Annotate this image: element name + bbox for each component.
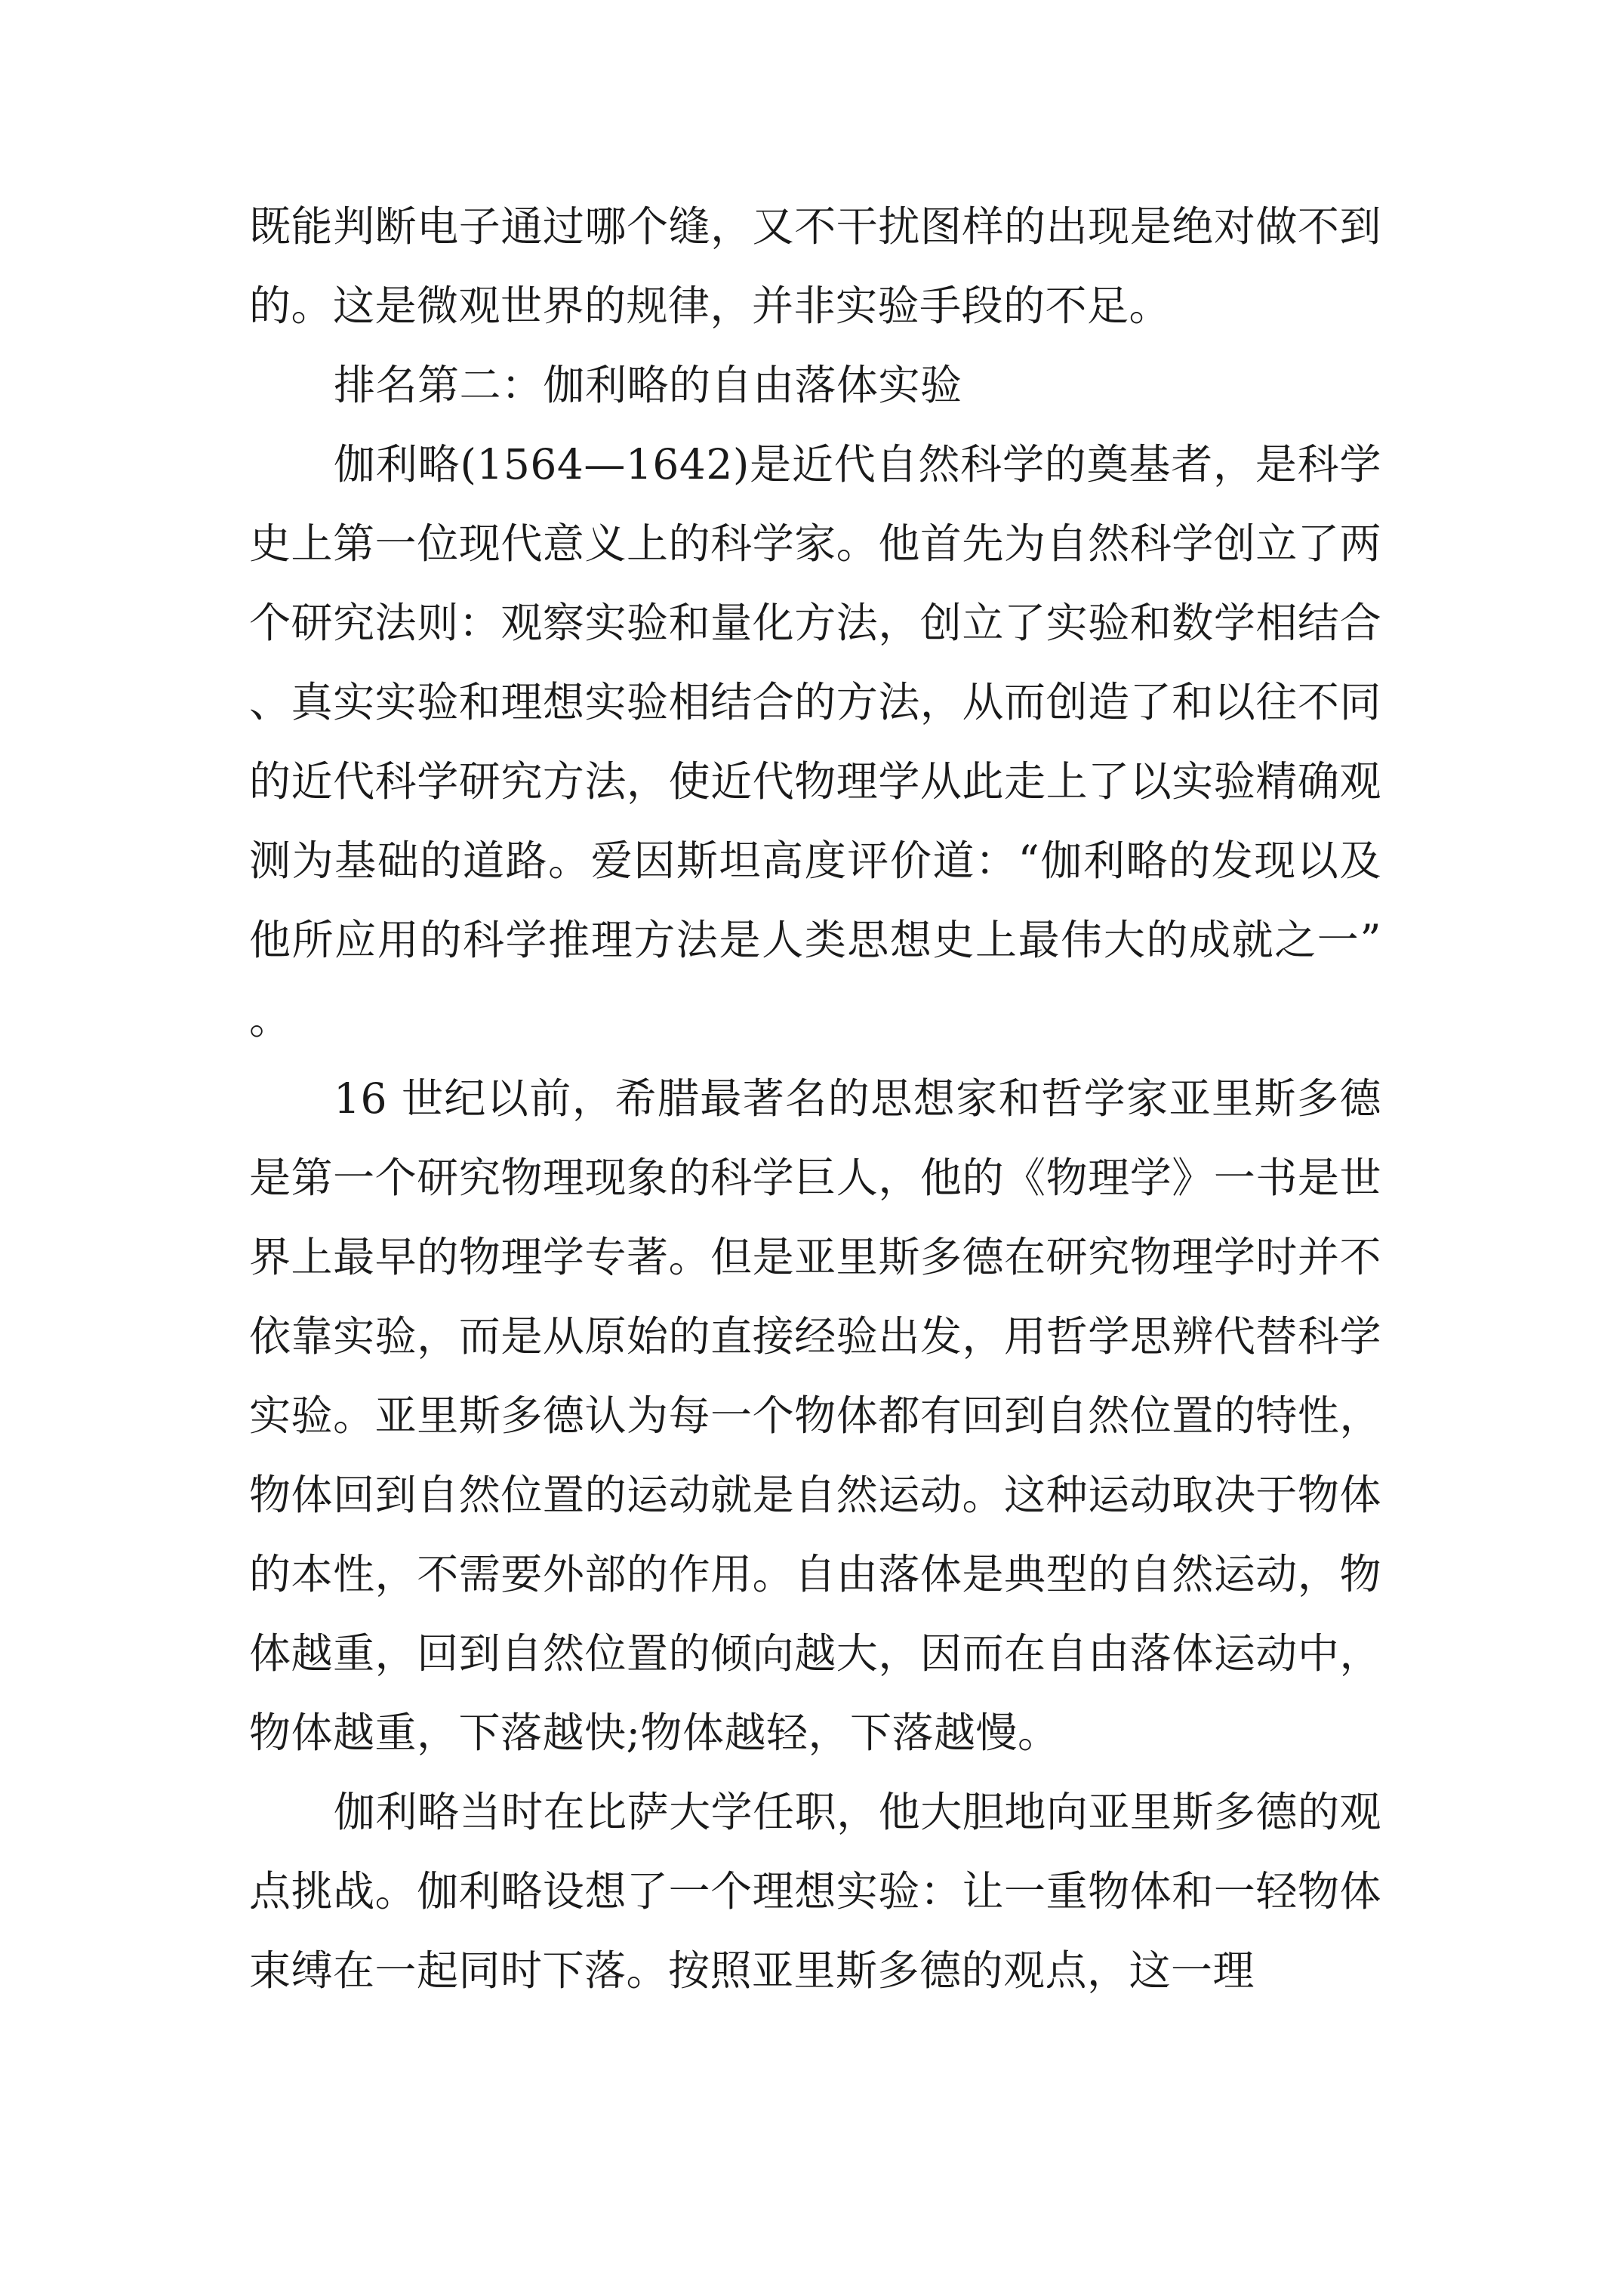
paragraph-thought-experiment: 伽利略当时在比萨大学任职，他大胆地向亚里斯多德的观点挑战。伽利略设想了一个理想实验：让一重物体和一轻物体束缚在一起同时下落。按照亚里斯多德的观点，这一理 [249,1788,1381,1995]
paragraph-galileo-intro: 伽利略(1564—1642)是近代自然科学的奠基者，是科学史上第一位现代意义上的科学家。他首先为自然科学创立了两个研究法则：观察实验和量化方法，创立了实验和数学相结合、真实实验和理想实验相结合的方法，从而创造了和以往不同的近代科学研究方法，使近代物理学从此走上了以实验精确观测为基础的道路。爱因斯坦高度评价道：“伽利略的发现以及他所应用的科学推理方法是人类思想史上最伟大的成就之一”。 [249,440,1381,1043]
section-heading: 排名第二：伽利略的自由落体实验 [334,361,962,409]
body-text [249,187,1381,2011]
paragraph-aristotle: 16 世纪以前，希腊最著名的思想家和哲学家亚里斯多德是第一个研究物理现象的科学巨人，他的《物理学》一书是世界上最早的物理学专著。但是亚里斯多德在研究物理学时并不依靠实验，而是从原始的直接经验出发，用哲学思辨代替科学实验。亚里斯多德认为每一个物体都有回到自然位置的特性，物体回到自然位置的运动就是自然运动。这种运动取决于物体的本性，不需要外部的作用。自由落体是典型的自然运动，物体越重，回到自然位置的倾向越大，因而在自由落体运动中，物体越重，下落越快;物体越轻，下落越慢。 [249,1074,1381,1757]
paragraph-continuation: 既能判断电子通过哪个缝，又不干扰图样的出现是绝对做不到的。这是微观世界的规律，并非实验手段的不足。 [249,202,1381,330]
